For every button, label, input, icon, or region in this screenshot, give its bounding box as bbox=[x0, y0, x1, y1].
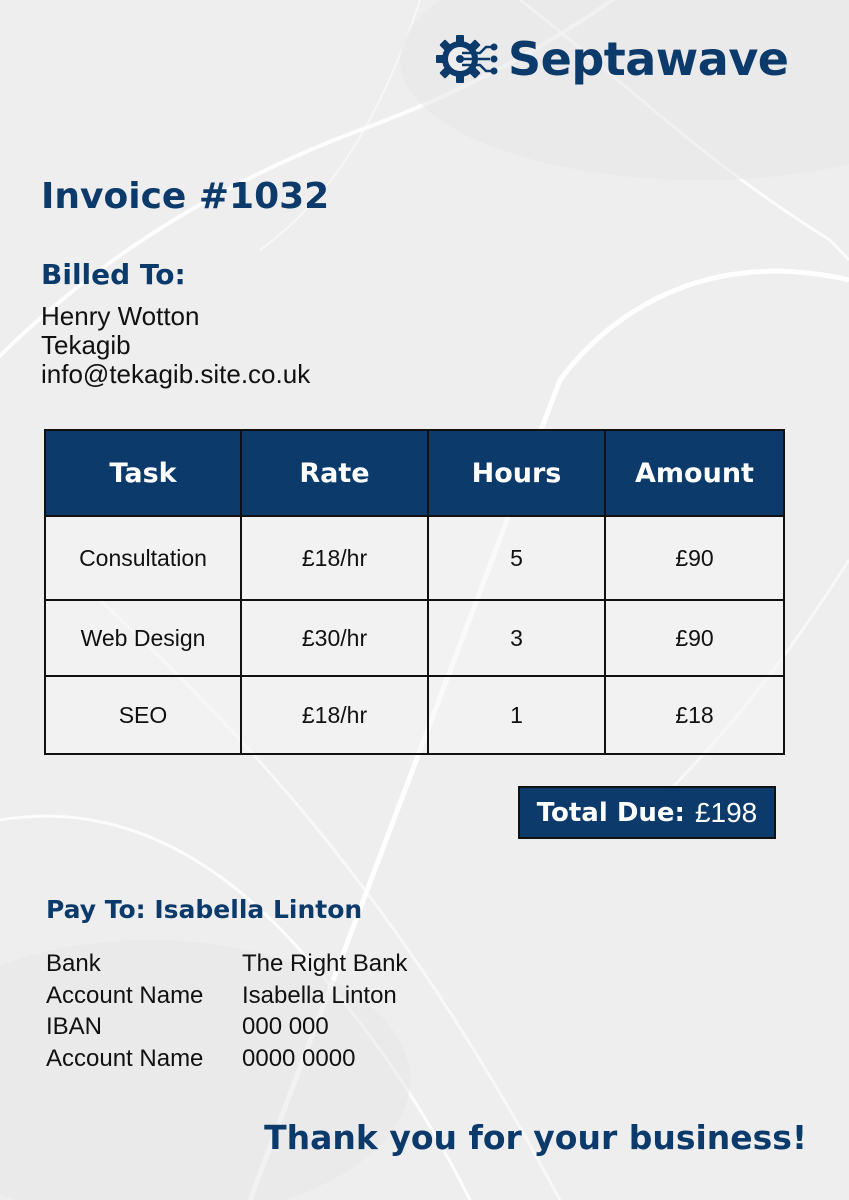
bank-detail-label: Account Name bbox=[46, 981, 204, 1009]
table-row bbox=[45, 600, 784, 676]
cell-amount: £18 bbox=[605, 676, 784, 754]
table-row bbox=[45, 676, 784, 754]
total-due-label: Total Due: bbox=[536, 797, 685, 828]
column-header-amount: Amount bbox=[605, 430, 784, 516]
bank-detail-label: IBAN bbox=[46, 1013, 103, 1040]
cell-hours: 3 bbox=[428, 600, 605, 676]
billed-to-details bbox=[41, 302, 310, 389]
cell-rate: £18/hr bbox=[241, 516, 428, 600]
bank-detail-label: Bank bbox=[46, 950, 101, 977]
table-header-row bbox=[45, 430, 784, 516]
cell-task: Web Design bbox=[45, 600, 241, 676]
bank-detail-value: 0000 0000 bbox=[242, 1044, 356, 1072]
bank-row bbox=[46, 948, 407, 980]
bank-details bbox=[46, 948, 407, 1074]
total-due-value: £198 bbox=[694, 796, 758, 828]
cell-hours: 5 bbox=[428, 516, 605, 600]
client-company: Tekagib bbox=[41, 330, 131, 360]
brand-name: Septawave bbox=[508, 32, 789, 86]
column-header-rate: Rate bbox=[241, 430, 428, 516]
bank-row bbox=[46, 980, 407, 1012]
cell-rate: £18/hr bbox=[241, 676, 428, 754]
cell-amount: £90 bbox=[605, 516, 784, 600]
column-header-task: Task bbox=[45, 430, 241, 516]
invoice-title: Invoice #1032 bbox=[41, 176, 330, 217]
total-due-box bbox=[518, 786, 776, 839]
cell-hours: 1 bbox=[428, 676, 605, 754]
table-row bbox=[45, 516, 784, 600]
pay-to-heading: Pay To: Isabella Linton bbox=[46, 895, 363, 924]
bank-detail-value: 000 000 bbox=[242, 1013, 329, 1040]
client-name: Henry Wotton bbox=[41, 301, 200, 331]
cell-task: Consultation bbox=[45, 516, 241, 600]
column-header-hours: Hours bbox=[428, 430, 605, 516]
gear-circuit-icon bbox=[436, 30, 502, 88]
bank-row bbox=[46, 1011, 407, 1043]
bank-row bbox=[46, 1043, 407, 1075]
billed-to-label: Billed To: bbox=[41, 258, 186, 291]
brand-logo bbox=[436, 30, 789, 88]
invoice-items-table bbox=[44, 429, 785, 755]
client-email: info@tekagib.site.co.uk bbox=[41, 359, 311, 389]
bank-detail-label: Account Name bbox=[46, 1044, 204, 1072]
cell-amount: £90 bbox=[605, 600, 784, 676]
bank-detail-value: Isabella Linton bbox=[242, 981, 397, 1009]
cell-rate: £30/hr bbox=[241, 600, 428, 676]
cell-task: SEO bbox=[45, 676, 241, 754]
bank-detail-value: The Right Bank bbox=[242, 950, 408, 977]
thank-you-message: Thank you for your business! bbox=[264, 1118, 807, 1157]
